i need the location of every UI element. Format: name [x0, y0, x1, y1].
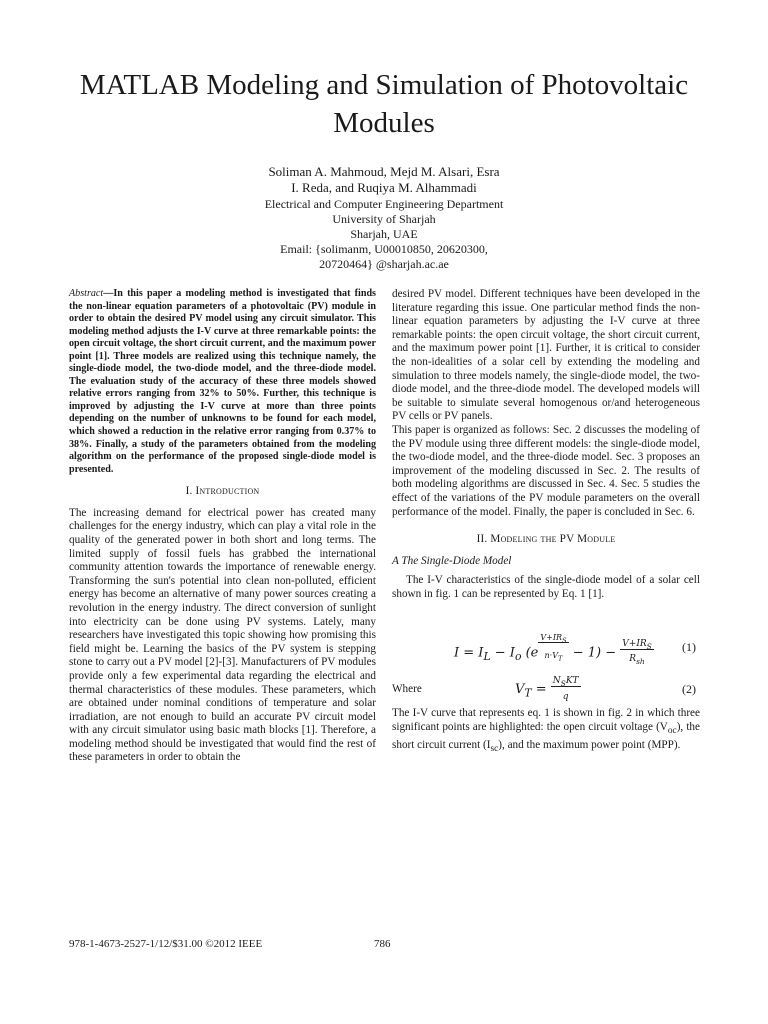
paragraph-organization: This paper is organized as follows: Sec. 2 discusses the modeling of the PV module using three different models: the single-diode model, the two-diode model, and the three-diode model. Sec. 3 proposes an improvement of the modeling discussed in Sec. 2. The results of both modeling algorithms are discussed in Sec. 4. Sec. 5 studies the effect of the variations of the PV module parameters on the overall performance of the model. Finally, the paper is concluded in Sec. 6.	[392, 423, 700, 518]
section-heading-modeling: II. Modeling the PV Module	[476, 533, 616, 546]
right-column	[392, 288, 700, 757]
affiliation	[200, 197, 568, 272]
introduction-text: The increasing demand for electrical power has created many challenges for the energy industry, which can play a vital role in the quality of the generated power in both short and long terms. The limited supply of fossil fuels has grabbed the international community attention towards the importance of renewable energy. Transforming the sun's potential into clean non-polluted, efficient energy has become an alternative of many power sources creating a revolution in the energy industry. The direct conversion of sunlight into electricity can be done using PV systems. Lately, many researchers have investigated this topic showing how promising this field might be. Learning the basics of the PV system is stepping stone to carry out a PV model [2]-[3]. Manufacturers of PV modules provide only a few experimental data regarding the electrical and thermal characteristics of these modules. These parameters, which are obtained under nominal conditions of temperature and solar irradiation, are not enough to build an accurate PV circuit model with any circuit simulator using basic math blocks [1]. Therefore, a modeling method should be investigated that would find the rest of these parameters in order to obtain the	[69, 506, 376, 764]
affiliation-location: Sharjah, UAE	[350, 227, 418, 241]
author-line-2: I. Reda, and Ruqiya M. Alhammadi	[291, 180, 477, 195]
where-label: Where	[392, 683, 422, 696]
paragraph-iv-characteristics: The I-V characteristics of the single-diode model of a solar cell shown in fig. 1 can be represented by Eq. 1 [1].	[392, 574, 700, 600]
equation-2: $V_T = \frac{N_SKT}{q}$	[515, 676, 579, 702]
author-list	[200, 164, 568, 196]
abstract-label: Abstract	[69, 288, 104, 299]
copyright-footer: 978-1-4673-2527-1/12/$31.00 ©2012 IEEE	[69, 938, 263, 950]
paper-title: MATLAB Modeling and Simulation of Photovoltaic Modules	[79, 69, 689, 139]
affiliation-email-1: Email: {solimanm, U00010850, 20620300,	[280, 242, 488, 256]
affiliation-university: University of Sharjah	[332, 212, 436, 226]
equation-1-number: (1)	[682, 640, 696, 655]
abstract-text: —In this paper a modeling method is investigated that finds the non-linear equation parameters of a photovoltaic (PV) module in order to obtain the desired PV model using any circuit simulator. This modeling method adjusts the I-V curve at three remarkable points: the open circuit voltage, the short circuit current, and the maximum power point [1]. Three models are realized using this technique namely, the single-diode model, the two-diode model, and the three-diode model. The evaluation study of the accuracy of these three models showed relative errors ranging from 32% to 50%. Further, this technique is improved by adjusting the I-V curve at more than three points depending on the number of unknowns to be found for each model, which showed a reduction in the relative error ranging from 0.37% to 38%. Finally, a study of the parameters obtained from the modeling algorithm on the performance of the proposed single-diode model is presented.	[69, 288, 376, 475]
page-number: 786	[374, 938, 391, 950]
equation-1: $I = I_L - I_o$ $(e^{\frac{V+IR_S}{n\cdot V_T}} - 1) - \frac{V+IR_S}{R_{sh}}$	[454, 633, 652, 667]
affiliation-dept: Electrical and Computer Engineering Department	[264, 197, 504, 211]
equation-block	[392, 629, 700, 702]
left-column	[69, 288, 376, 765]
abstract	[69, 288, 376, 476]
equation-2-number: (2)	[682, 682, 696, 697]
author-line-1: Soliman A. Mahmoud, Mejd M. Alsari, Esra	[268, 164, 500, 179]
affiliation-email-2: 20720464} @sharjah.ac.ae	[319, 257, 449, 271]
section-heading-introduction: I. Introduction	[185, 485, 260, 498]
subsection-heading-single-diode: A The Single-Diode Model	[392, 554, 512, 567]
paragraph-continued: desired PV model. Different techniques have been developed in the literature regarding this issue. One particular method finds the non-linear equation parameters by adjusting the I-V curve at three remarkable points: the open circuit voltage, the short circuit current, and the maximum power point [1]. Further, it is critical to consider the non-idealities of a solar cell by extending the modeling and simulation to three models namely, the single-diode model, the two-diode model, and the three-diode model. The developed models will be suitable to simulate several homogenous or/and heterogeneous PV cells or PV panels.	[392, 288, 700, 423]
paragraph-iv-curve: The I-V curve that represents eq. 1 is shown in fig. 2 in which three significant points are highlighted: the open circuit voltage $(V_{oc})$, the short circuit current $(I_{sc})$, and the maximum power point (MPP).	[392, 707, 700, 755]
